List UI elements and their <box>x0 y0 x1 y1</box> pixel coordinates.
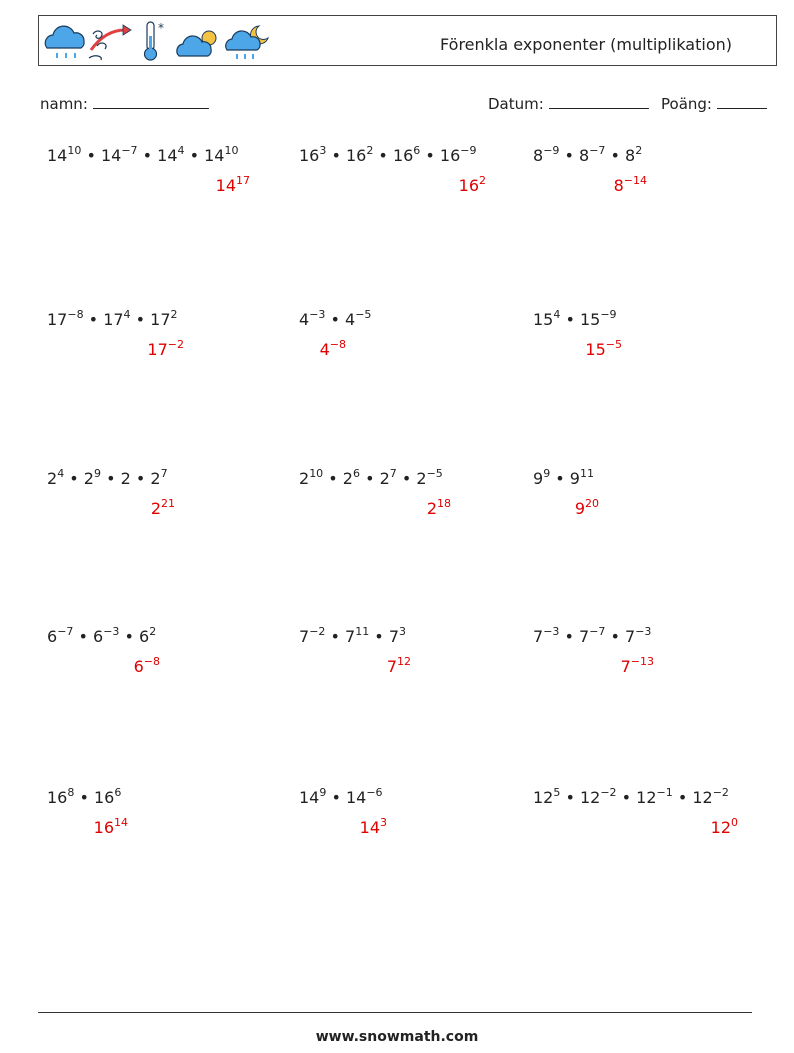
problem-expression <box>47 146 238 165</box>
base: 9 <box>569 469 580 488</box>
exponent: 3 <box>380 816 387 829</box>
exponent: 10 <box>67 144 82 157</box>
base: 16 <box>458 176 479 195</box>
exponent: −9 <box>600 308 617 321</box>
answer <box>614 176 647 195</box>
multiply-dot: • <box>420 146 440 165</box>
base: 4 <box>299 310 310 329</box>
exponent: 14 <box>114 816 128 829</box>
base: 17 <box>147 340 168 359</box>
exponent: −7 <box>57 625 74 638</box>
base: 8 <box>613 176 624 195</box>
exponent: 5 <box>553 786 561 799</box>
multiply-dot: • <box>559 146 580 165</box>
base: 14 <box>204 146 225 165</box>
exponent: −3 <box>635 625 652 638</box>
footer-url: www.snowmath.com <box>315 1029 479 1045</box>
answer <box>151 499 175 518</box>
exponent: 10 <box>224 144 239 157</box>
exponent: 2 <box>149 625 157 638</box>
answer <box>147 340 184 359</box>
problem-expression <box>299 627 406 646</box>
base: 17 <box>150 310 171 329</box>
base: 16 <box>392 146 414 165</box>
exponent: 21 <box>161 497 175 510</box>
exponent: −2 <box>712 786 729 799</box>
multiply-dot: • <box>369 627 389 646</box>
problem-expression <box>533 788 729 807</box>
name-line[interactable] <box>93 94 209 109</box>
answer <box>427 499 451 518</box>
svg-text:*: * <box>158 21 164 35</box>
multiply-dot: • <box>326 146 346 165</box>
multiply-dot: • <box>137 146 158 165</box>
multiply-dot: • <box>119 627 140 646</box>
multiply-dot: • <box>326 788 346 807</box>
exponent: 4 <box>553 308 561 321</box>
base: 2 <box>47 469 58 488</box>
exponent: 7 <box>160 467 168 480</box>
exponent: 11 <box>579 467 594 480</box>
exponent: −7 <box>589 144 606 157</box>
exponent: 4 <box>57 467 65 480</box>
multiply-dot: • <box>560 310 580 329</box>
problem-expression <box>533 627 651 646</box>
base: 14 <box>215 176 236 195</box>
multiply-dot: • <box>559 627 580 646</box>
base: 7 <box>620 657 631 676</box>
exponent: 6 <box>352 467 360 480</box>
base: 16 <box>439 146 461 165</box>
exponent: −9 <box>543 144 560 157</box>
base: 16 <box>345 146 367 165</box>
multiply-dot: • <box>396 469 417 488</box>
date-field[interactable] <box>488 94 649 113</box>
base: 2 <box>342 469 353 488</box>
exponent: −3 <box>103 625 120 638</box>
problem-expression <box>299 146 476 165</box>
name-field[interactable] <box>40 94 209 113</box>
exponent: 2 <box>170 308 178 321</box>
exponent: 11 <box>355 625 370 638</box>
base: 8 <box>533 146 544 165</box>
exponent: 17 <box>236 174 250 187</box>
base: 7 <box>345 627 356 646</box>
problem-expression <box>47 310 178 329</box>
exponent: 20 <box>585 497 599 510</box>
footer-divider <box>38 1012 752 1013</box>
exponent: −5 <box>426 467 443 480</box>
multiply-dot: • <box>74 788 94 807</box>
answer <box>575 499 599 518</box>
base: 12 <box>710 818 731 837</box>
exponent: 10 <box>309 467 324 480</box>
problem-expression <box>533 310 617 329</box>
base: 7 <box>533 627 544 646</box>
problem-expression <box>47 469 168 488</box>
rain-cloud-icon <box>45 26 84 58</box>
base: 2 <box>416 469 427 488</box>
date-label: Datum: <box>488 95 544 113</box>
multiply-dot: • <box>100 469 121 488</box>
exponent: −14 <box>623 174 647 187</box>
exponent: −7 <box>589 625 606 638</box>
multiply-dot: • <box>323 469 343 488</box>
base: 12 <box>533 788 554 807</box>
base: 6 <box>139 627 150 646</box>
multiply-dot: • <box>83 310 104 329</box>
exponent: −8 <box>143 655 160 668</box>
multiply-dot: • <box>184 146 205 165</box>
base: 7 <box>386 657 397 676</box>
base: 4 <box>319 340 330 359</box>
base: 6 <box>133 657 144 676</box>
moon-rain-cloud-icon <box>226 26 268 59</box>
exponent: 9 <box>93 467 101 480</box>
exponent: −2 <box>309 625 326 638</box>
header-box <box>38 15 777 66</box>
base: 7 <box>625 627 636 646</box>
base: 14 <box>100 146 122 165</box>
exponent: 9 <box>543 467 551 480</box>
exponent: 0 <box>731 816 738 829</box>
base: 17 <box>103 310 124 329</box>
worksheet-title: Förenkla exponenter (multiplikation) <box>440 35 732 54</box>
base: 2 <box>426 499 437 518</box>
base: 15 <box>585 340 606 359</box>
base: 15 <box>533 310 554 329</box>
exponent: −5 <box>355 308 372 321</box>
exponent: 3 <box>399 625 406 638</box>
base: 15 <box>579 310 601 329</box>
thermometer-icon <box>145 21 165 60</box>
exponent: −13 <box>630 655 654 668</box>
base: 12 <box>579 788 601 807</box>
problem-expression <box>47 627 156 646</box>
score-line[interactable] <box>717 94 767 109</box>
score-field[interactable] <box>661 94 767 113</box>
problem-expression <box>47 788 121 807</box>
exponent: −1 <box>656 786 673 799</box>
base: 16 <box>299 146 320 165</box>
answer <box>387 657 411 676</box>
problem-expression <box>299 469 443 488</box>
multiply-dot: • <box>130 469 151 488</box>
multiply-dot: • <box>560 788 580 807</box>
exponent: −8 <box>67 308 84 321</box>
base: 2 <box>150 469 161 488</box>
base: 2 <box>299 469 310 488</box>
base: 2 <box>120 469 131 488</box>
exponent: 4 <box>177 144 185 157</box>
exponent: −3 <box>309 308 326 321</box>
multiply-dot: • <box>359 469 380 488</box>
base: 12 <box>692 788 713 807</box>
base: 16 <box>93 818 114 837</box>
weather-icons <box>41 18 281 64</box>
base: 6 <box>47 627 58 646</box>
exponent: −8 <box>329 338 346 351</box>
exponent: −6 <box>366 786 383 799</box>
multiply-dot: • <box>605 146 626 165</box>
exponent: 6 <box>114 786 122 799</box>
name-label: namn: <box>40 95 88 113</box>
base: 9 <box>533 469 544 488</box>
base: 12 <box>636 788 657 807</box>
base: 16 <box>93 788 115 807</box>
exponent: 2 <box>635 144 643 157</box>
multiply-dot: • <box>616 788 637 807</box>
base: 7 <box>388 627 399 646</box>
multiply-dot: • <box>605 627 626 646</box>
multiply-dot: • <box>130 310 151 329</box>
multiply-dot: • <box>672 788 693 807</box>
multiply-dot: • <box>550 469 570 488</box>
multiply-dot: • <box>81 146 101 165</box>
exponent: −2 <box>167 338 184 351</box>
exponent: 9 <box>319 786 327 799</box>
exponent: −3 <box>543 625 560 638</box>
base: 14 <box>157 146 178 165</box>
base: 14 <box>299 788 320 807</box>
answer <box>360 818 387 837</box>
base: 2 <box>379 469 390 488</box>
base: 2 <box>83 469 94 488</box>
base: 2 <box>150 499 161 518</box>
sun-cloud-icon <box>177 31 216 56</box>
exponent: −2 <box>600 786 617 799</box>
exponent: 2 <box>479 174 486 187</box>
exponent: 6 <box>413 144 421 157</box>
base: 16 <box>47 788 68 807</box>
exponent: −9 <box>460 144 477 157</box>
answer <box>134 657 160 676</box>
base: 4 <box>345 310 356 329</box>
exponent: 3 <box>319 144 327 157</box>
answer <box>711 818 738 837</box>
exponent: −5 <box>605 338 622 351</box>
answer <box>585 340 622 359</box>
base: 7 <box>299 627 310 646</box>
exponent: 8 <box>67 786 75 799</box>
problem-expression <box>533 146 642 165</box>
base: 8 <box>579 146 590 165</box>
exponent: 4 <box>123 308 131 321</box>
base: 7 <box>579 627 590 646</box>
exponent: 7 <box>389 467 397 480</box>
base: 14 <box>359 818 380 837</box>
multiply-dot: • <box>325 627 346 646</box>
score-label: Poäng: <box>661 95 712 113</box>
wind-icon <box>89 25 131 60</box>
multiply-dot: • <box>64 469 84 488</box>
problem-expression <box>299 310 371 329</box>
date-line[interactable] <box>549 94 649 109</box>
multiply-dot: • <box>325 310 346 329</box>
answer <box>320 340 346 359</box>
base: 14 <box>47 146 68 165</box>
base: 14 <box>345 788 367 807</box>
multiply-dot: • <box>73 627 94 646</box>
base: 8 <box>625 146 636 165</box>
base: 9 <box>574 499 585 518</box>
answer <box>94 818 128 837</box>
answer <box>459 176 486 195</box>
problem-expression <box>299 788 383 807</box>
exponent: 18 <box>437 497 451 510</box>
answer <box>621 657 654 676</box>
exponent: 12 <box>397 655 411 668</box>
exponent: 2 <box>366 144 374 157</box>
base: 6 <box>93 627 104 646</box>
multiply-dot: • <box>373 146 393 165</box>
problem-expression <box>533 469 594 488</box>
exponent: −7 <box>121 144 138 157</box>
answer <box>216 176 250 195</box>
base: 17 <box>47 310 68 329</box>
